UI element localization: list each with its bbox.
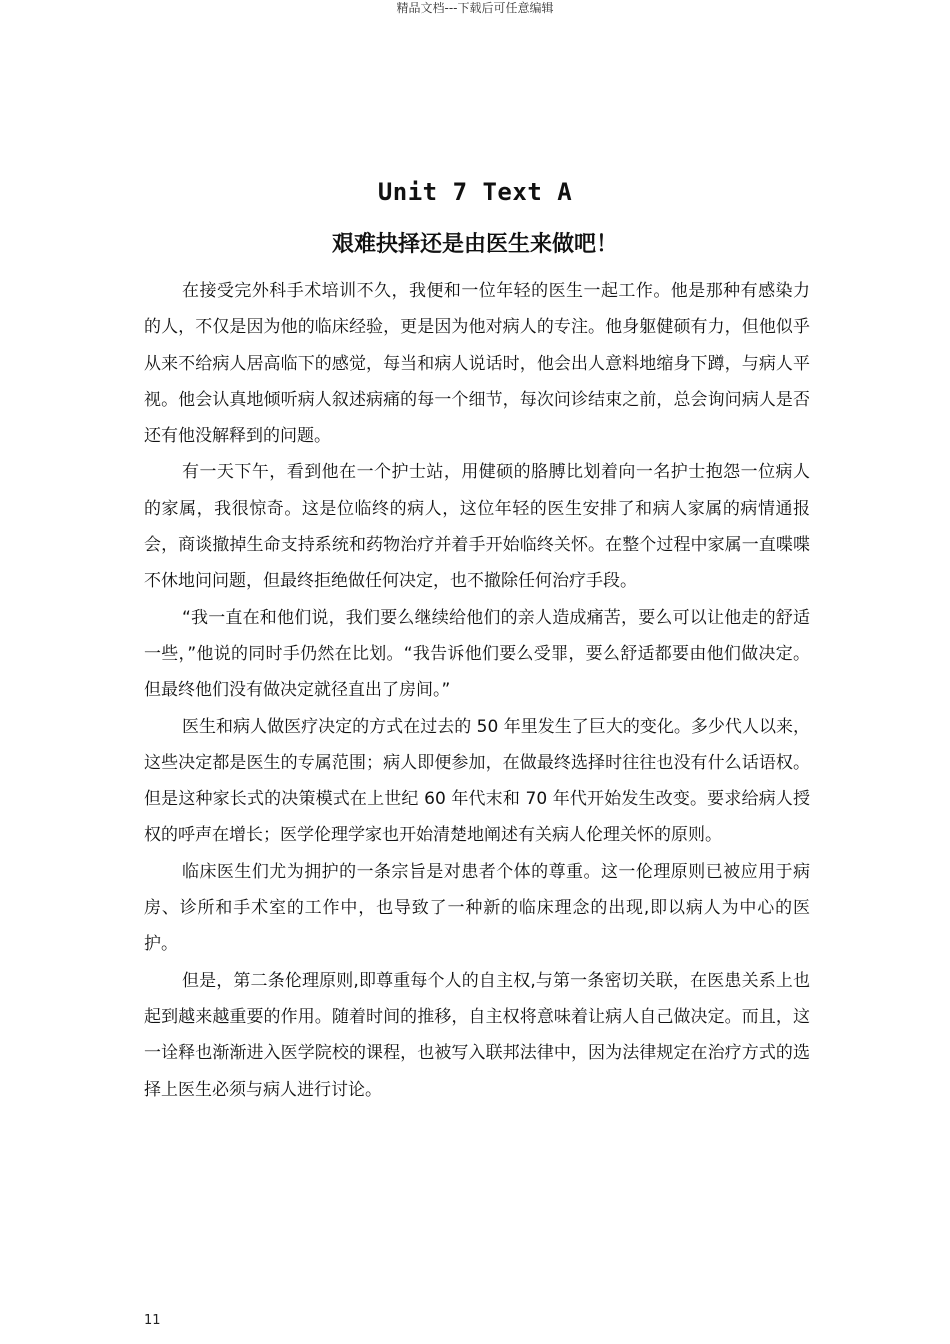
page-number: 11 xyxy=(144,1313,161,1328)
document-title: 艰难抉择还是由医生来做吧！ xyxy=(331,232,618,257)
paragraph: “我一直在和他们说，我们要么继续给他们的亲人造成痛苦，要么可以让他走的舒适一些，”他说的同时手仍然在比划。“我告诉他们要么受罪，要么舒适都要由他们做决定。但最终他们没有做决定就径直出了房间。” xyxy=(144,607,810,701)
paragraph: 临床医生们尤为拥护的一条宗旨是对患者个体的尊重。这一伦理原则已被应用于病房、诊所和手术室的工作中，也导致了一种新的临床理念的出现,即以病人为中心的医护。 xyxy=(144,861,810,955)
paragraph: 医生和病人做医疗决定的方式在过去的 50 年里发生了巨大的变化。多少代人以来，这些决定都是医生的专属范围；病人即便参加，在做最终选择时往往也没有什么话语权。但是这种家长式的决策模式在上世纪 60 年代末和 70 年代开始发生改变。要求给病人授权的呼声在增长；医学伦理学家也开始清楚地阐述有关病人伦理关怀的原则。 xyxy=(144,716,810,846)
paragraph: 有一天下午，看到他在一个护士站，用健硕的胳膊比划着向一名护士抱怨一位病人的家属，我很惊奇。这是位临终的病人，这位年轻的医生安排了和病人家属的病情通报会，商谈撤掉生命支持系统和药物治疗并着手开始临终关怀。在整个过程中家属一直喋喋不休地问问题，但最终拒绝做任何决定，也不撤除任何治疗手段。 xyxy=(144,462,810,592)
paragraph: 但是，第二条伦理原则,即尊重每个人的自主权,与第一条密切关联，在医患关系上也起到越来越重要的作用。随着时间的推移，自主权将意味着让病人自己做决定。而且，这一诠释也渐渐进入医学院校的课程，也被写入联邦法律中，因为法律规定在治疗方式的选择上医生必须与病人进行讨论。 xyxy=(144,970,810,1100)
header-note: 精品文档---下载后可任意编辑 xyxy=(396,1,554,15)
paragraph: 在接受完外科手术培训不久，我便和一位年轻的医生一起工作。他是那种有感染力的人，不仅是因为他的临床经验，更是因为他对病人的专注。他身躯健硕有力，但他似乎从来不给病人居高临下的感觉，每当和病人说话时，他会出人意料地缩身下蹲，与病人平视。他会认真地倾听病人叙述病痛的每一个细节，每次问诊结束之前，总会询问病人是否还有他没解释到的问题。 xyxy=(144,281,810,447)
unit-title: Unit 7 Text A xyxy=(377,178,573,206)
document-body xyxy=(144,273,810,1108)
